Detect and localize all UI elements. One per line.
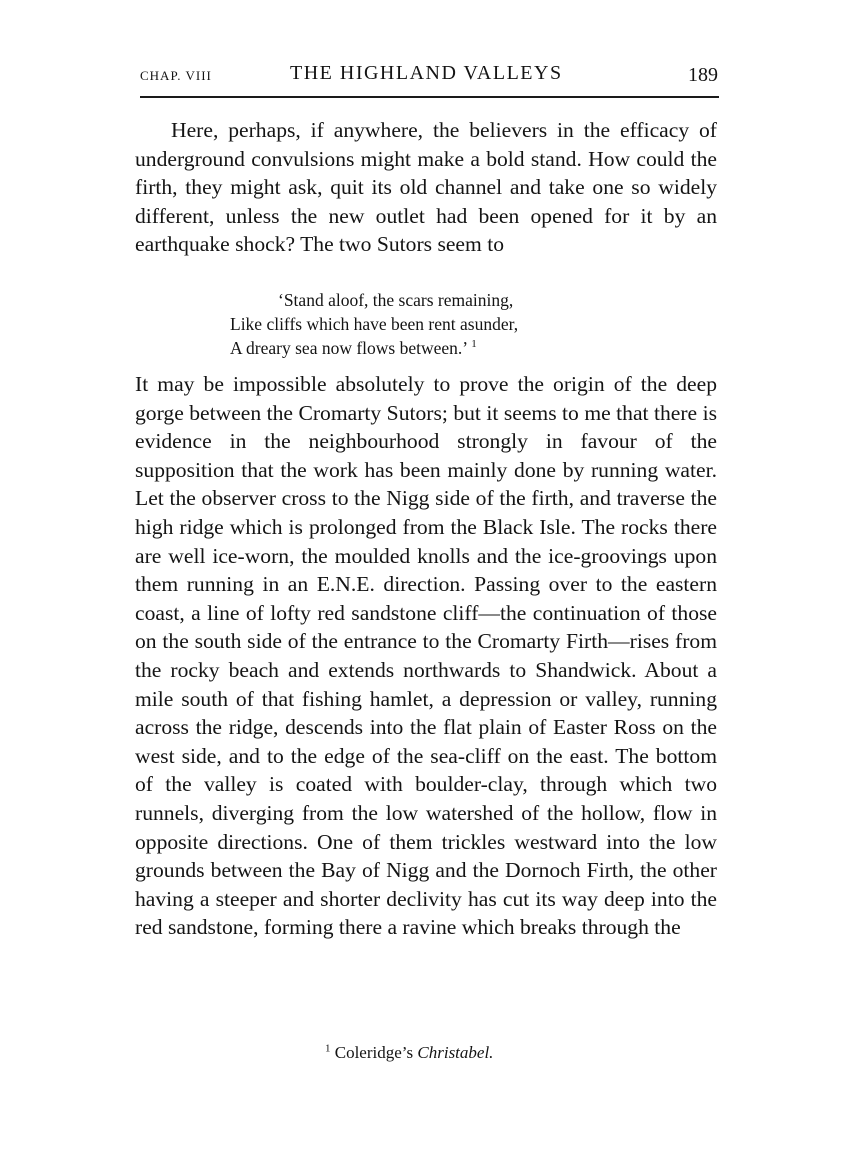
footnote [325, 1043, 493, 1063]
verse-quotation [230, 288, 518, 360]
page-number: 189 [688, 64, 718, 86]
paragraph-1-text: Here, perhaps, if anywhere, the believers in the efficacy of underground convulsions might make a bold stand. How could the firth, they might ask, quit its old channel and take one so widely different, unless the new outlet had been opened for it by an earthquake shock? The two Sutors seem to [135, 118, 717, 257]
header-rule [140, 96, 719, 98]
paragraph-1 [135, 116, 717, 259]
paragraph-2-text: It may be impossible absolutely to prove the origin of the deep gorge between the Cromarty Sutors; but it seems to me that there is evidence in the neighbourhood strongly in favour of the supposition that the work has been mainly done by running water. Let the observer cross to the Nigg side of the firth, and traverse the high ridge which is prolonged from the Black Isle. The rocks there are well ice-worn, the moulded knolls and the ice-groovings upon them running in an E.N.E. direction. Passing over to the eastern coast, a line of lofty red sandstone cliff—the continuation of those on the south side of the entrance to the Cromarty Firth—rises from the rocky beach and extends northwards to Shandwick. About a mile south of that fishing hamlet, a depression or valley, running across the ridge, descends into the flat plain of Easter Ross on the west side, and to the edge of the sea-cliff on the east. The bottom of the valley is coated with boulder-clay, through which two runnels, diverging from the low watershed of the hollow, flow in opposite directions. One of them trickles westward into the low grounds between the Bay of Nigg and the Dornoch Firth, the other having a steeper and shorter declivity has cut its way deep into the red sandstone, forming there a ravine which breaks through the [135, 372, 717, 940]
footnote-reference: 1 [471, 338, 477, 351]
verse-line-1: ‘Stand aloof, the scars remaining, [278, 290, 514, 310]
footnote-text: Coleridge’s [334, 1043, 414, 1062]
chapter-label: CHAP. VIII [140, 68, 212, 83]
verse-line-2: Like cliffs which have been rent asunder, [230, 314, 519, 334]
paragraph-2 [135, 370, 717, 942]
verse-line-3-wrap [230, 336, 518, 360]
running-head [140, 62, 720, 92]
running-title: THE HIGHLAND VALLEYS [290, 62, 563, 84]
footnote-marker: 1 [325, 1042, 331, 1055]
footnote-work-title: Christabel. [417, 1043, 494, 1062]
verse-line-3: A dreary sea now flows between.’ [230, 338, 467, 358]
